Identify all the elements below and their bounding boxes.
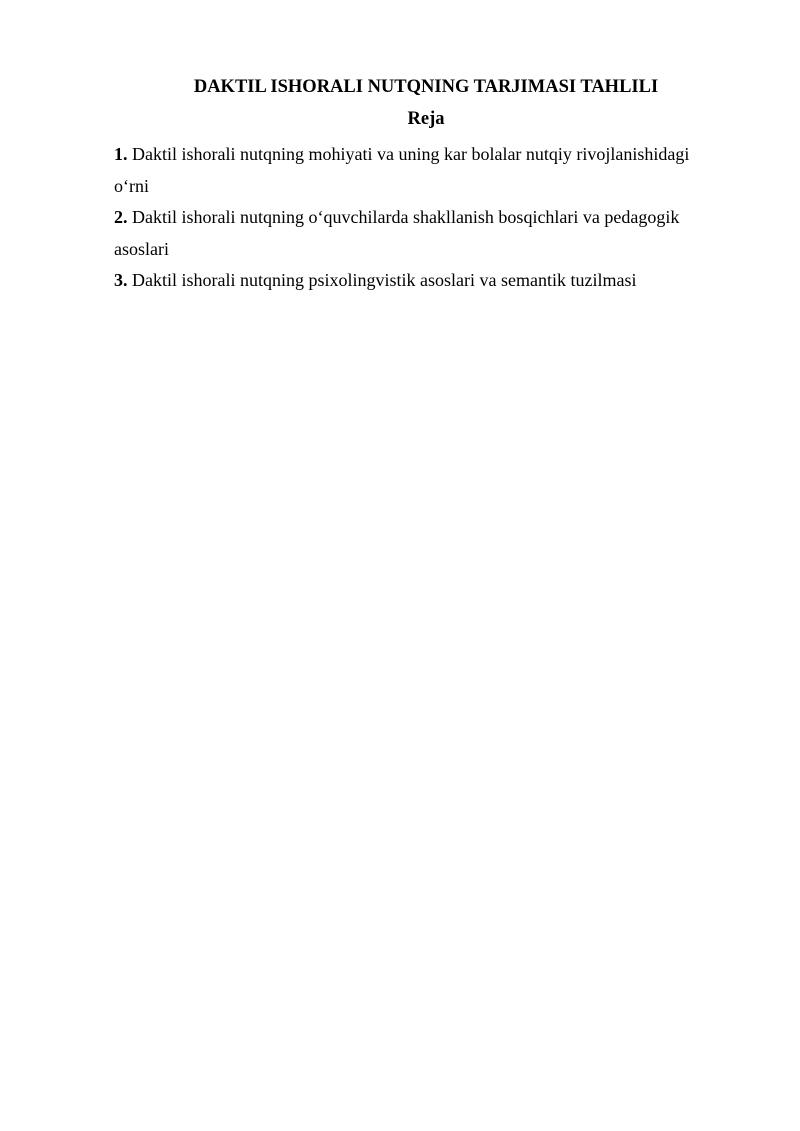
plan-item-1 bbox=[114, 139, 724, 202]
plan-item-text: Daktil ishorali nutqning o‘quvchilarda shakllanish bosqichlari va pedagogik asoslari bbox=[114, 207, 680, 259]
plan-item-text: Daktil ishorali nutqning mohiyati va uning kar bolalar nutqiy rivojlanishidagi o‘rni bbox=[114, 144, 690, 196]
plan-list bbox=[114, 139, 724, 297]
plan-item-number: 1. bbox=[114, 144, 128, 164]
plan-item-text: Daktil ishorali nutqning psixolingvistik asoslari va semantik tuzilmasi bbox=[127, 270, 637, 290]
document-title: DAKTIL ISHORALI NUTQNING TARJIMASI TAHLILI bbox=[193, 77, 659, 97]
document-subtitle: Reja bbox=[407, 109, 445, 129]
plan-item-2 bbox=[114, 202, 724, 265]
plan-item-number: 3. bbox=[114, 270, 128, 290]
plan-item-3 bbox=[114, 265, 724, 297]
plan-item-number: 2. bbox=[114, 207, 128, 227]
